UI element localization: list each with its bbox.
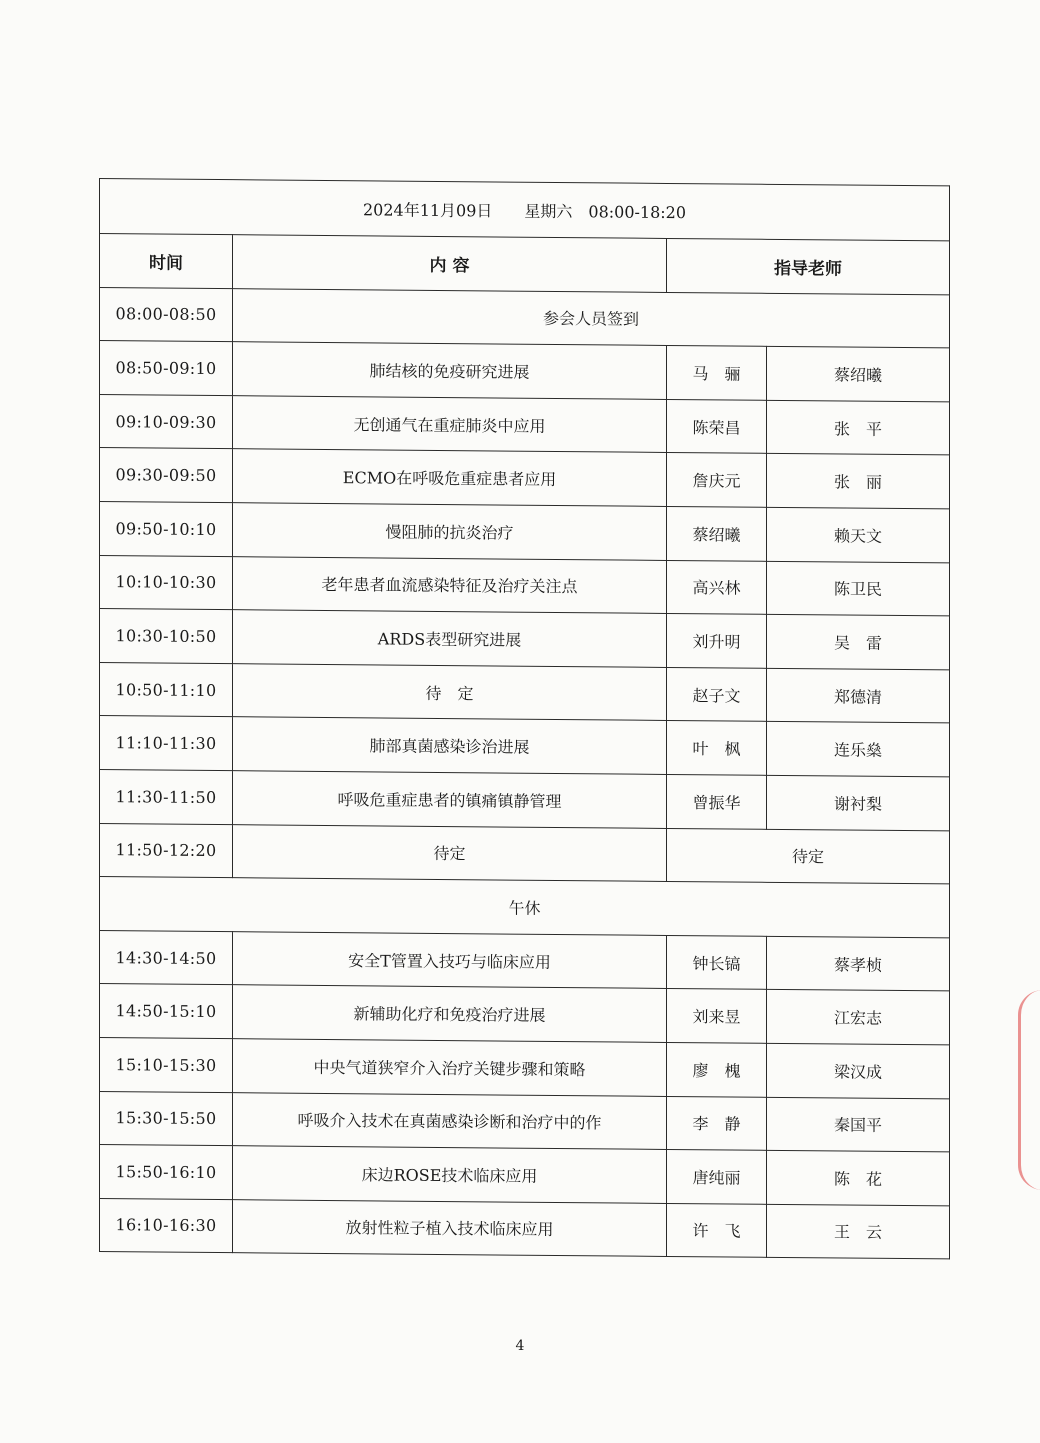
table-row bbox=[100, 1145, 950, 1206]
time-cell: 15:50-16:10 bbox=[100, 1145, 233, 1200]
table-row bbox=[100, 823, 950, 884]
advisor-1-cell: 叶 枫 bbox=[667, 721, 767, 775]
table-row bbox=[100, 877, 950, 938]
column-header-advisor: 指导老师 bbox=[667, 238, 950, 294]
title-row bbox=[100, 179, 950, 241]
content-cell: 参会人员签到 bbox=[233, 288, 950, 348]
advisor-1-cell: 高兴林 bbox=[667, 560, 767, 614]
advisor-2-cell: 蔡孝桢 bbox=[767, 936, 950, 991]
advisor-2-cell: 赖天文 bbox=[767, 507, 950, 562]
content-cell: 老年患者血流感染特征及治疗关注点 bbox=[233, 556, 667, 613]
time-cell: 09:50-10:10 bbox=[100, 501, 233, 556]
content-cell: 呼吸危重症患者的镇痛镇静管理 bbox=[233, 771, 667, 828]
advisor-2-cell: 陈卫民 bbox=[767, 561, 950, 616]
content-cell: 床边ROSE技术临床应用 bbox=[233, 1146, 667, 1203]
advisor-1-cell: 刘升明 bbox=[667, 614, 767, 668]
table-row bbox=[100, 609, 950, 670]
stamp-mark bbox=[1018, 990, 1040, 1190]
advisor-2-cell: 秦国平 bbox=[767, 1097, 950, 1152]
time-cell: 08:50-09:10 bbox=[100, 341, 233, 396]
advisor-2-cell: 江宏志 bbox=[767, 990, 950, 1045]
advisor-1-cell: 赵子文 bbox=[667, 667, 767, 721]
content-cell: ECMO在呼吸危重症患者应用 bbox=[233, 449, 667, 506]
time-cell: 15:10-15:30 bbox=[100, 1037, 233, 1092]
advisor-2-cell: 吴 雷 bbox=[767, 614, 950, 669]
content-cell: 新辅助化疗和免疫治疗进展 bbox=[233, 985, 667, 1042]
advisor-2-cell: 张 平 bbox=[767, 400, 950, 455]
content-cell: 安全T管置入技巧与临床应用 bbox=[233, 931, 667, 988]
table-row bbox=[100, 1037, 950, 1098]
advisor-2-cell: 张 丽 bbox=[767, 454, 950, 509]
break-cell: 午休 bbox=[100, 877, 950, 938]
advisor-1-cell: 马 骊 bbox=[667, 346, 767, 400]
time-cell: 10:50-11:10 bbox=[100, 662, 233, 717]
table-row bbox=[100, 716, 950, 777]
table-row bbox=[100, 1091, 950, 1152]
advisor-2-cell: 连乐燊 bbox=[767, 722, 950, 777]
header-row bbox=[100, 234, 950, 295]
table-row bbox=[100, 448, 950, 509]
time-cell: 10:10-10:30 bbox=[100, 555, 233, 610]
table-row bbox=[100, 769, 950, 830]
table-row bbox=[100, 662, 950, 723]
content-cell: 待 定 bbox=[233, 663, 667, 720]
content-cell: 肺部真菌感染诊治进展 bbox=[233, 717, 667, 774]
advisor-2-cell: 郑德清 bbox=[767, 668, 950, 723]
table-row bbox=[100, 930, 950, 991]
time-cell: 14:30-14:50 bbox=[100, 930, 233, 985]
advisor-1-cell: 詹庆元 bbox=[667, 453, 767, 507]
content-cell: ARDS表型研究进展 bbox=[233, 610, 667, 667]
content-cell: 无创通气在重症肺炎中应用 bbox=[233, 395, 667, 452]
advisor-1-cell: 曾振华 bbox=[667, 774, 767, 828]
page-number: 4 bbox=[515, 1338, 525, 1354]
time-cell: 15:30-15:50 bbox=[100, 1091, 233, 1146]
advisor-1-cell: 廖 槐 bbox=[667, 1042, 767, 1096]
date-title: 2024年11月09日 星期六 08:00-18:20 bbox=[100, 179, 950, 241]
advisor-1-cell: 钟长镐 bbox=[667, 935, 767, 989]
table-row bbox=[100, 394, 950, 455]
schedule-table bbox=[99, 178, 950, 1260]
table-row bbox=[100, 984, 950, 1045]
content-cell: 放射性粒子植入技术临床应用 bbox=[233, 1199, 667, 1256]
content-cell: 呼吸介入技术在真菌感染诊断和治疗中的作 bbox=[233, 1092, 667, 1149]
advisor-1-cell: 蔡绍曦 bbox=[667, 506, 767, 560]
advisor-2-cell: 王 云 bbox=[767, 1204, 950, 1259]
content-cell: 慢阻肺的抗炎治疗 bbox=[233, 503, 667, 560]
advisor-1-cell: 李 静 bbox=[667, 1096, 767, 1150]
table-row bbox=[100, 1198, 950, 1259]
table-row bbox=[100, 341, 950, 402]
advisor-2-cell: 梁汉成 bbox=[767, 1043, 950, 1098]
content-cell: 中央气道狭窄介入治疗关键步骤和策略 bbox=[233, 1039, 667, 1096]
advisor-1-cell: 刘来昱 bbox=[667, 989, 767, 1043]
advisor-1-cell: 唐纯丽 bbox=[667, 1150, 767, 1204]
table-row bbox=[100, 287, 950, 348]
table-row bbox=[100, 501, 950, 562]
time-cell: 11:10-11:30 bbox=[100, 716, 233, 771]
advisor-1-cell: 陈荣昌 bbox=[667, 399, 767, 453]
time-cell: 09:30-09:50 bbox=[100, 448, 233, 503]
advisor-2-cell: 蔡绍曦 bbox=[767, 347, 950, 402]
time-cell: 08:00-08:50 bbox=[100, 287, 233, 342]
advisor-2-cell: 陈 花 bbox=[767, 1150, 950, 1205]
advisor-cell: 待定 bbox=[667, 828, 950, 884]
column-header-time: 时间 bbox=[100, 234, 233, 289]
column-header-content: 内 容 bbox=[233, 235, 667, 292]
time-cell: 10:30-10:50 bbox=[100, 609, 233, 664]
time-cell: 09:10-09:30 bbox=[100, 394, 233, 449]
time-cell: 11:30-11:50 bbox=[100, 769, 233, 824]
content-cell: 待定 bbox=[233, 824, 667, 881]
time-cell: 14:50-15:10 bbox=[100, 984, 233, 1039]
time-cell: 11:50-12:20 bbox=[100, 823, 233, 878]
advisor-1-cell: 许 飞 bbox=[667, 1203, 767, 1257]
table-row bbox=[100, 555, 950, 616]
advisor-2-cell: 谢衬梨 bbox=[767, 775, 950, 830]
content-cell: 肺结核的免疫研究进展 bbox=[233, 342, 667, 399]
time-cell: 16:10-16:30 bbox=[100, 1198, 233, 1253]
